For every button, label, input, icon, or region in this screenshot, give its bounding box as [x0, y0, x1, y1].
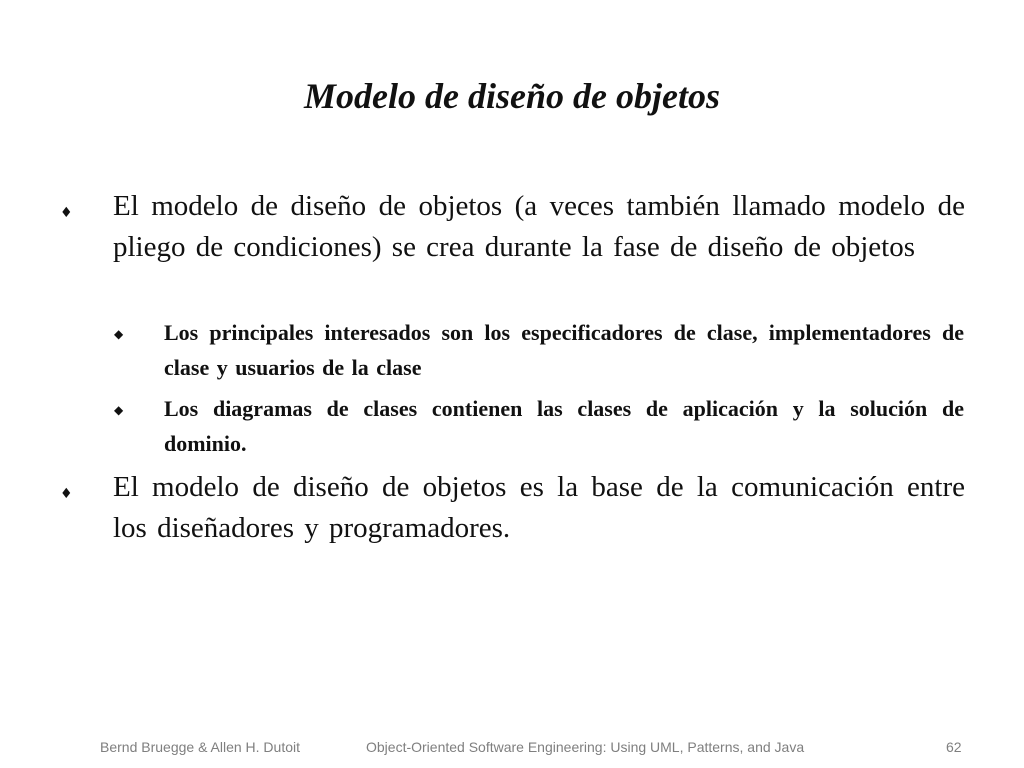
diamond-bullet-icon: ♦	[60, 486, 73, 502]
sub-bullet-text: Los diagramas de clases contienen las clases de aplicación y la solución de dominio.	[164, 396, 964, 456]
slide-title: Modelo de diseño de objetos	[304, 76, 720, 116]
diamond-bullet-icon: ◆	[114, 327, 124, 341]
diamond-bullet-icon: ◆	[114, 403, 124, 417]
bullet-text: El modelo de diseño de objetos (a veces también llamado modelo de pliego de condiciones) se crea durante la fase de diseño de objetos	[113, 190, 965, 263]
bullet-text: El modelo de diseño de objetos es la base de la comunicación entre los diseñadores y programadores.	[113, 471, 965, 544]
footer-book-title: Object-Oriented Software Engineering: Using UML, Patterns, and Java	[366, 739, 805, 755]
diamond-bullet-icon: ♦	[60, 205, 73, 221]
page-number: 62	[946, 739, 962, 755]
footer-authors: Bernd Bruegge & Allen H. Dutoit	[100, 739, 301, 755]
sub-bullet-text: Los principales interesados son los especificadores de clase, implementadores de clase y usuarios de la clase	[164, 320, 964, 380]
